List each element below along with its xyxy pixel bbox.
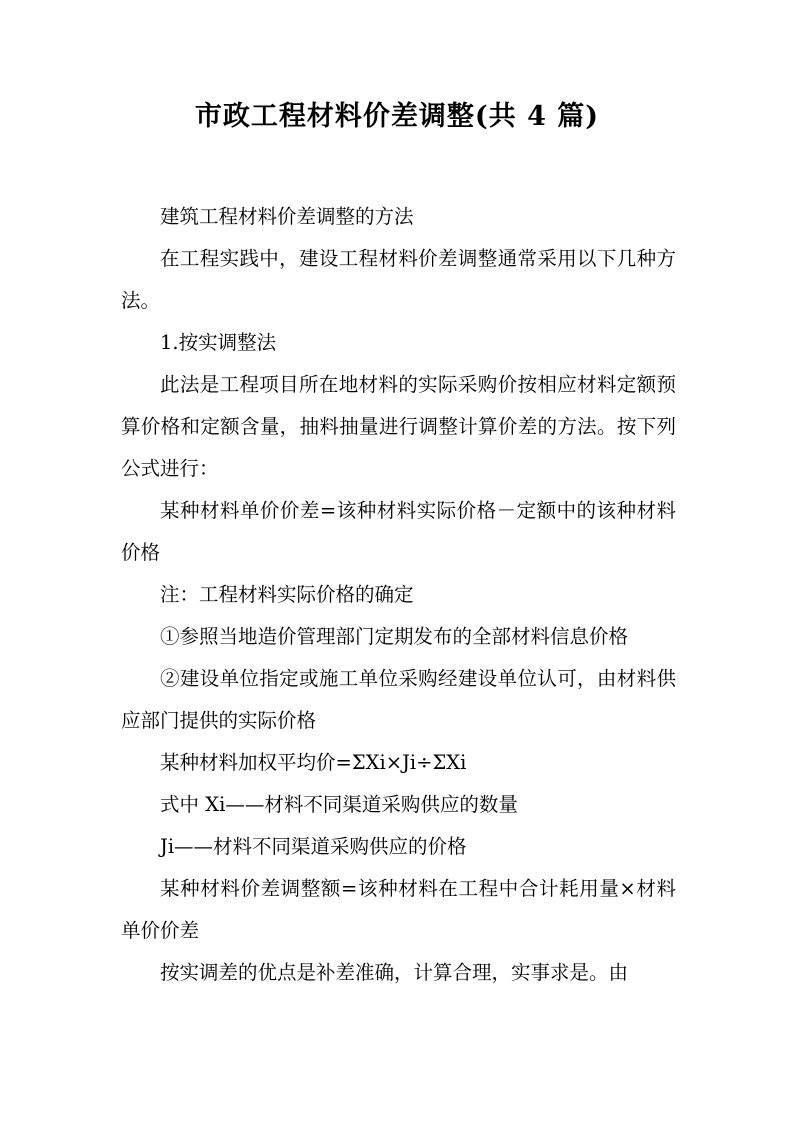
paragraph: 注：工程材料实际价格的确定 (160, 583, 414, 606)
paragraph: Ji——材料不同渠道采购供应的价格 (160, 835, 467, 858)
paragraph: 某种材料加权平均价=ΣXi×Ji÷ΣXi (160, 751, 467, 774)
paragraph: 在工程实践中，建设工程材料价差调整通常采用以下几种方法。 (121, 247, 676, 312)
paragraph: 某种材料价差调整额=该种材料在工程中合计耗用量×材料单价价差 (121, 877, 676, 942)
paragraph: 式中 Xi——材料不同渠道采购供应的数量 (160, 793, 518, 816)
document-body (121, 196, 676, 994)
paragraph: 建筑工程材料价差调整的方法 (160, 205, 414, 228)
document-title: 市政工程材料价差调整(共 4 篇) (194, 101, 600, 132)
paragraph: ②建设单位指定或施工单位采购经建设单位认可，由材料供应部门提供的实际价格 (121, 667, 676, 732)
paragraph: 某种材料单价价差=该种材料实际价格－定额中的该种材料价格 (121, 499, 676, 564)
paragraph: ①参照当地造价管理部门定期发布的全部材料信息价格 (160, 625, 629, 648)
paragraph: 1.按实调整法 (160, 331, 277, 354)
paragraph: 此法是工程项目所在地材料的实际采购价按相应材料定额预算价格和定额含量，抽料抽量进行调整计算价差的方法。按下列公式进行： (121, 373, 676, 480)
paragraph: 按实调差的优点是补差准确，计算合理，实事求是。由 (160, 961, 629, 984)
